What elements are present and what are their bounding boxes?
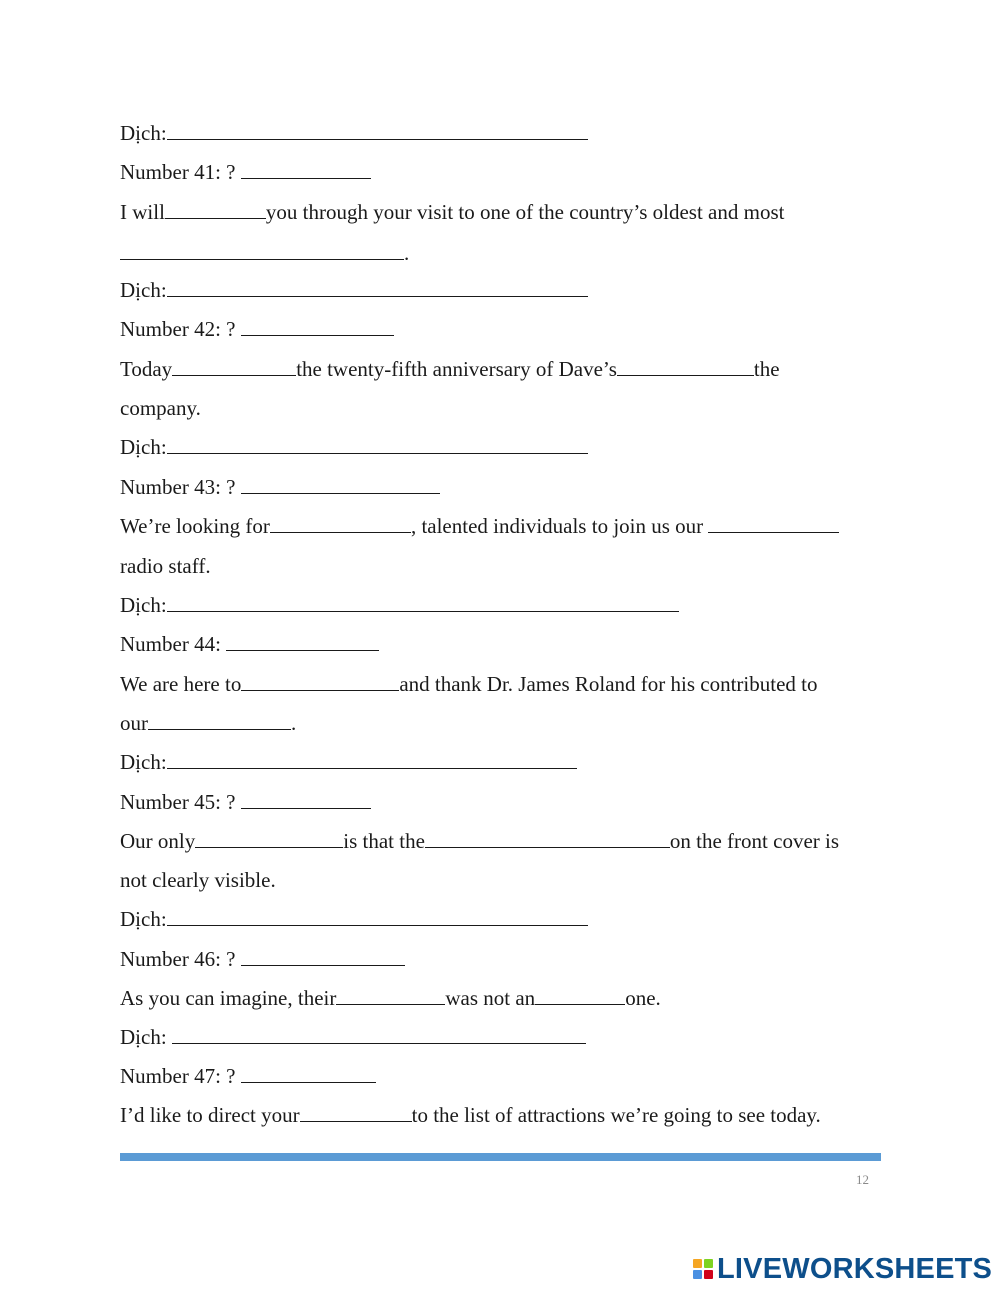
question-number-44 bbox=[120, 631, 379, 657]
answer-blank[interactable] bbox=[535, 985, 625, 1005]
question-number-42 bbox=[120, 316, 394, 342]
sentence-line bbox=[120, 710, 296, 736]
sentence-line bbox=[120, 553, 211, 579]
translation-line bbox=[120, 749, 577, 775]
answer-blank[interactable] bbox=[241, 474, 440, 494]
logo-square-icon bbox=[693, 1270, 702, 1279]
question-label: Number 45: ? bbox=[120, 790, 236, 814]
answer-blank[interactable] bbox=[167, 434, 588, 454]
answer-blank[interactable] bbox=[300, 1102, 412, 1122]
sentence-text: I’d like to direct your bbox=[120, 1103, 300, 1127]
sentence-text: I will bbox=[120, 200, 165, 224]
sentence-text: Today bbox=[120, 357, 173, 381]
answer-blank[interactable] bbox=[167, 277, 588, 297]
sentence-text: not clearly visible. bbox=[120, 868, 276, 892]
translation-label: Dịch: bbox=[120, 278, 167, 302]
answer-blank[interactable] bbox=[165, 199, 266, 219]
sentence-text: the bbox=[753, 357, 780, 381]
sentence-text: , talented individuals to join us our bbox=[410, 514, 704, 538]
answer-blank[interactable] bbox=[617, 356, 754, 376]
sentence-line bbox=[120, 985, 661, 1011]
sentence-text: company. bbox=[120, 396, 201, 420]
sentence-line bbox=[120, 828, 839, 854]
sentence-text: on the front cover is bbox=[669, 829, 840, 853]
answer-blank[interactable] bbox=[172, 1024, 586, 1044]
question-number-43 bbox=[120, 474, 440, 500]
sentence-line bbox=[120, 240, 409, 266]
sentence-text: We are here to bbox=[120, 672, 242, 696]
sentence-line bbox=[120, 199, 784, 225]
answer-blank[interactable] bbox=[120, 240, 404, 260]
answer-blank[interactable] bbox=[241, 789, 371, 809]
question-label: Number 43: ? bbox=[120, 475, 236, 499]
logo-grid-icon bbox=[693, 1259, 713, 1279]
translation-label: Dịch: bbox=[120, 593, 167, 617]
answer-blank[interactable] bbox=[336, 985, 445, 1005]
sentence-text: to the list of attractions we’re going to see today. bbox=[411, 1103, 821, 1127]
answer-blank[interactable] bbox=[270, 513, 411, 533]
translation-label: Dịch: bbox=[120, 750, 167, 774]
translation-line bbox=[120, 434, 588, 460]
translation-label: Dịch: bbox=[120, 435, 167, 459]
answer-blank[interactable] bbox=[708, 513, 839, 533]
sentence-line bbox=[120, 867, 276, 893]
sentence-line bbox=[120, 513, 839, 539]
answer-blank[interactable] bbox=[241, 946, 405, 966]
question-number-41 bbox=[120, 159, 371, 185]
answer-blank[interactable] bbox=[241, 159, 371, 179]
sentence-text: As you can imagine, their bbox=[120, 986, 337, 1010]
logo-text: LIVEWORKSHEETS bbox=[717, 1252, 993, 1285]
question-label: Number 44: bbox=[120, 632, 221, 656]
sentence-line bbox=[120, 1102, 821, 1128]
answer-blank[interactable] bbox=[241, 316, 394, 336]
sentence-text: the twenty-fifth anniversary of Dave’s bbox=[296, 357, 617, 381]
answer-blank[interactable] bbox=[195, 828, 343, 848]
sentence-text: one. bbox=[625, 986, 661, 1010]
liveworksheets-logo[interactable] bbox=[693, 1253, 992, 1285]
question-number-47 bbox=[120, 1063, 376, 1089]
page-number: 12 bbox=[856, 1172, 869, 1187]
question-number-46 bbox=[120, 946, 405, 972]
answer-blank[interactable] bbox=[148, 710, 291, 730]
translation-label: Dịch: bbox=[120, 1025, 167, 1049]
sentence-text: was not an bbox=[445, 986, 536, 1010]
question-number-45 bbox=[120, 789, 371, 815]
footer-rule bbox=[120, 1153, 881, 1161]
translation-label: Dịch: bbox=[120, 121, 167, 145]
answer-blank[interactable] bbox=[241, 1063, 376, 1083]
question-label: Number 46: ? bbox=[120, 947, 236, 971]
sentence-text: . bbox=[291, 711, 297, 735]
translation-line bbox=[120, 120, 588, 146]
sentence-text: is that the bbox=[343, 829, 425, 853]
sentence-line bbox=[120, 671, 818, 697]
answer-blank[interactable] bbox=[226, 631, 379, 651]
logo-square-icon bbox=[704, 1270, 713, 1279]
sentence-text: . bbox=[404, 241, 410, 265]
translation-line bbox=[120, 906, 588, 932]
sentence-text: our bbox=[120, 711, 148, 735]
translation-line bbox=[120, 592, 679, 618]
sentence-text: We’re looking for bbox=[120, 514, 270, 538]
logo-square-icon bbox=[693, 1259, 702, 1268]
sentence-text: you through your visit to one of the country’s oldest and most bbox=[265, 200, 785, 224]
translation-line bbox=[120, 277, 588, 303]
answer-blank[interactable] bbox=[241, 671, 399, 691]
answer-blank[interactable] bbox=[167, 749, 577, 769]
logo-square-icon bbox=[704, 1259, 713, 1268]
answer-blank[interactable] bbox=[167, 906, 588, 926]
translation-label: Dịch: bbox=[120, 907, 167, 931]
answer-blank[interactable] bbox=[167, 120, 588, 140]
sentence-text: radio staff. bbox=[120, 554, 211, 578]
answer-blank[interactable] bbox=[172, 356, 296, 376]
sentence-line bbox=[120, 356, 780, 382]
question-label: Number 47: ? bbox=[120, 1064, 236, 1088]
answer-blank[interactable] bbox=[425, 828, 670, 848]
answer-blank[interactable] bbox=[167, 592, 679, 612]
question-label: Number 42: ? bbox=[120, 317, 236, 341]
sentence-text: and thank Dr. James Roland for his contributed to bbox=[399, 672, 818, 696]
sentence-text: Our only bbox=[120, 829, 196, 853]
translation-line bbox=[120, 1024, 586, 1050]
question-label: Number 41: ? bbox=[120, 160, 236, 184]
sentence-line bbox=[120, 395, 201, 421]
